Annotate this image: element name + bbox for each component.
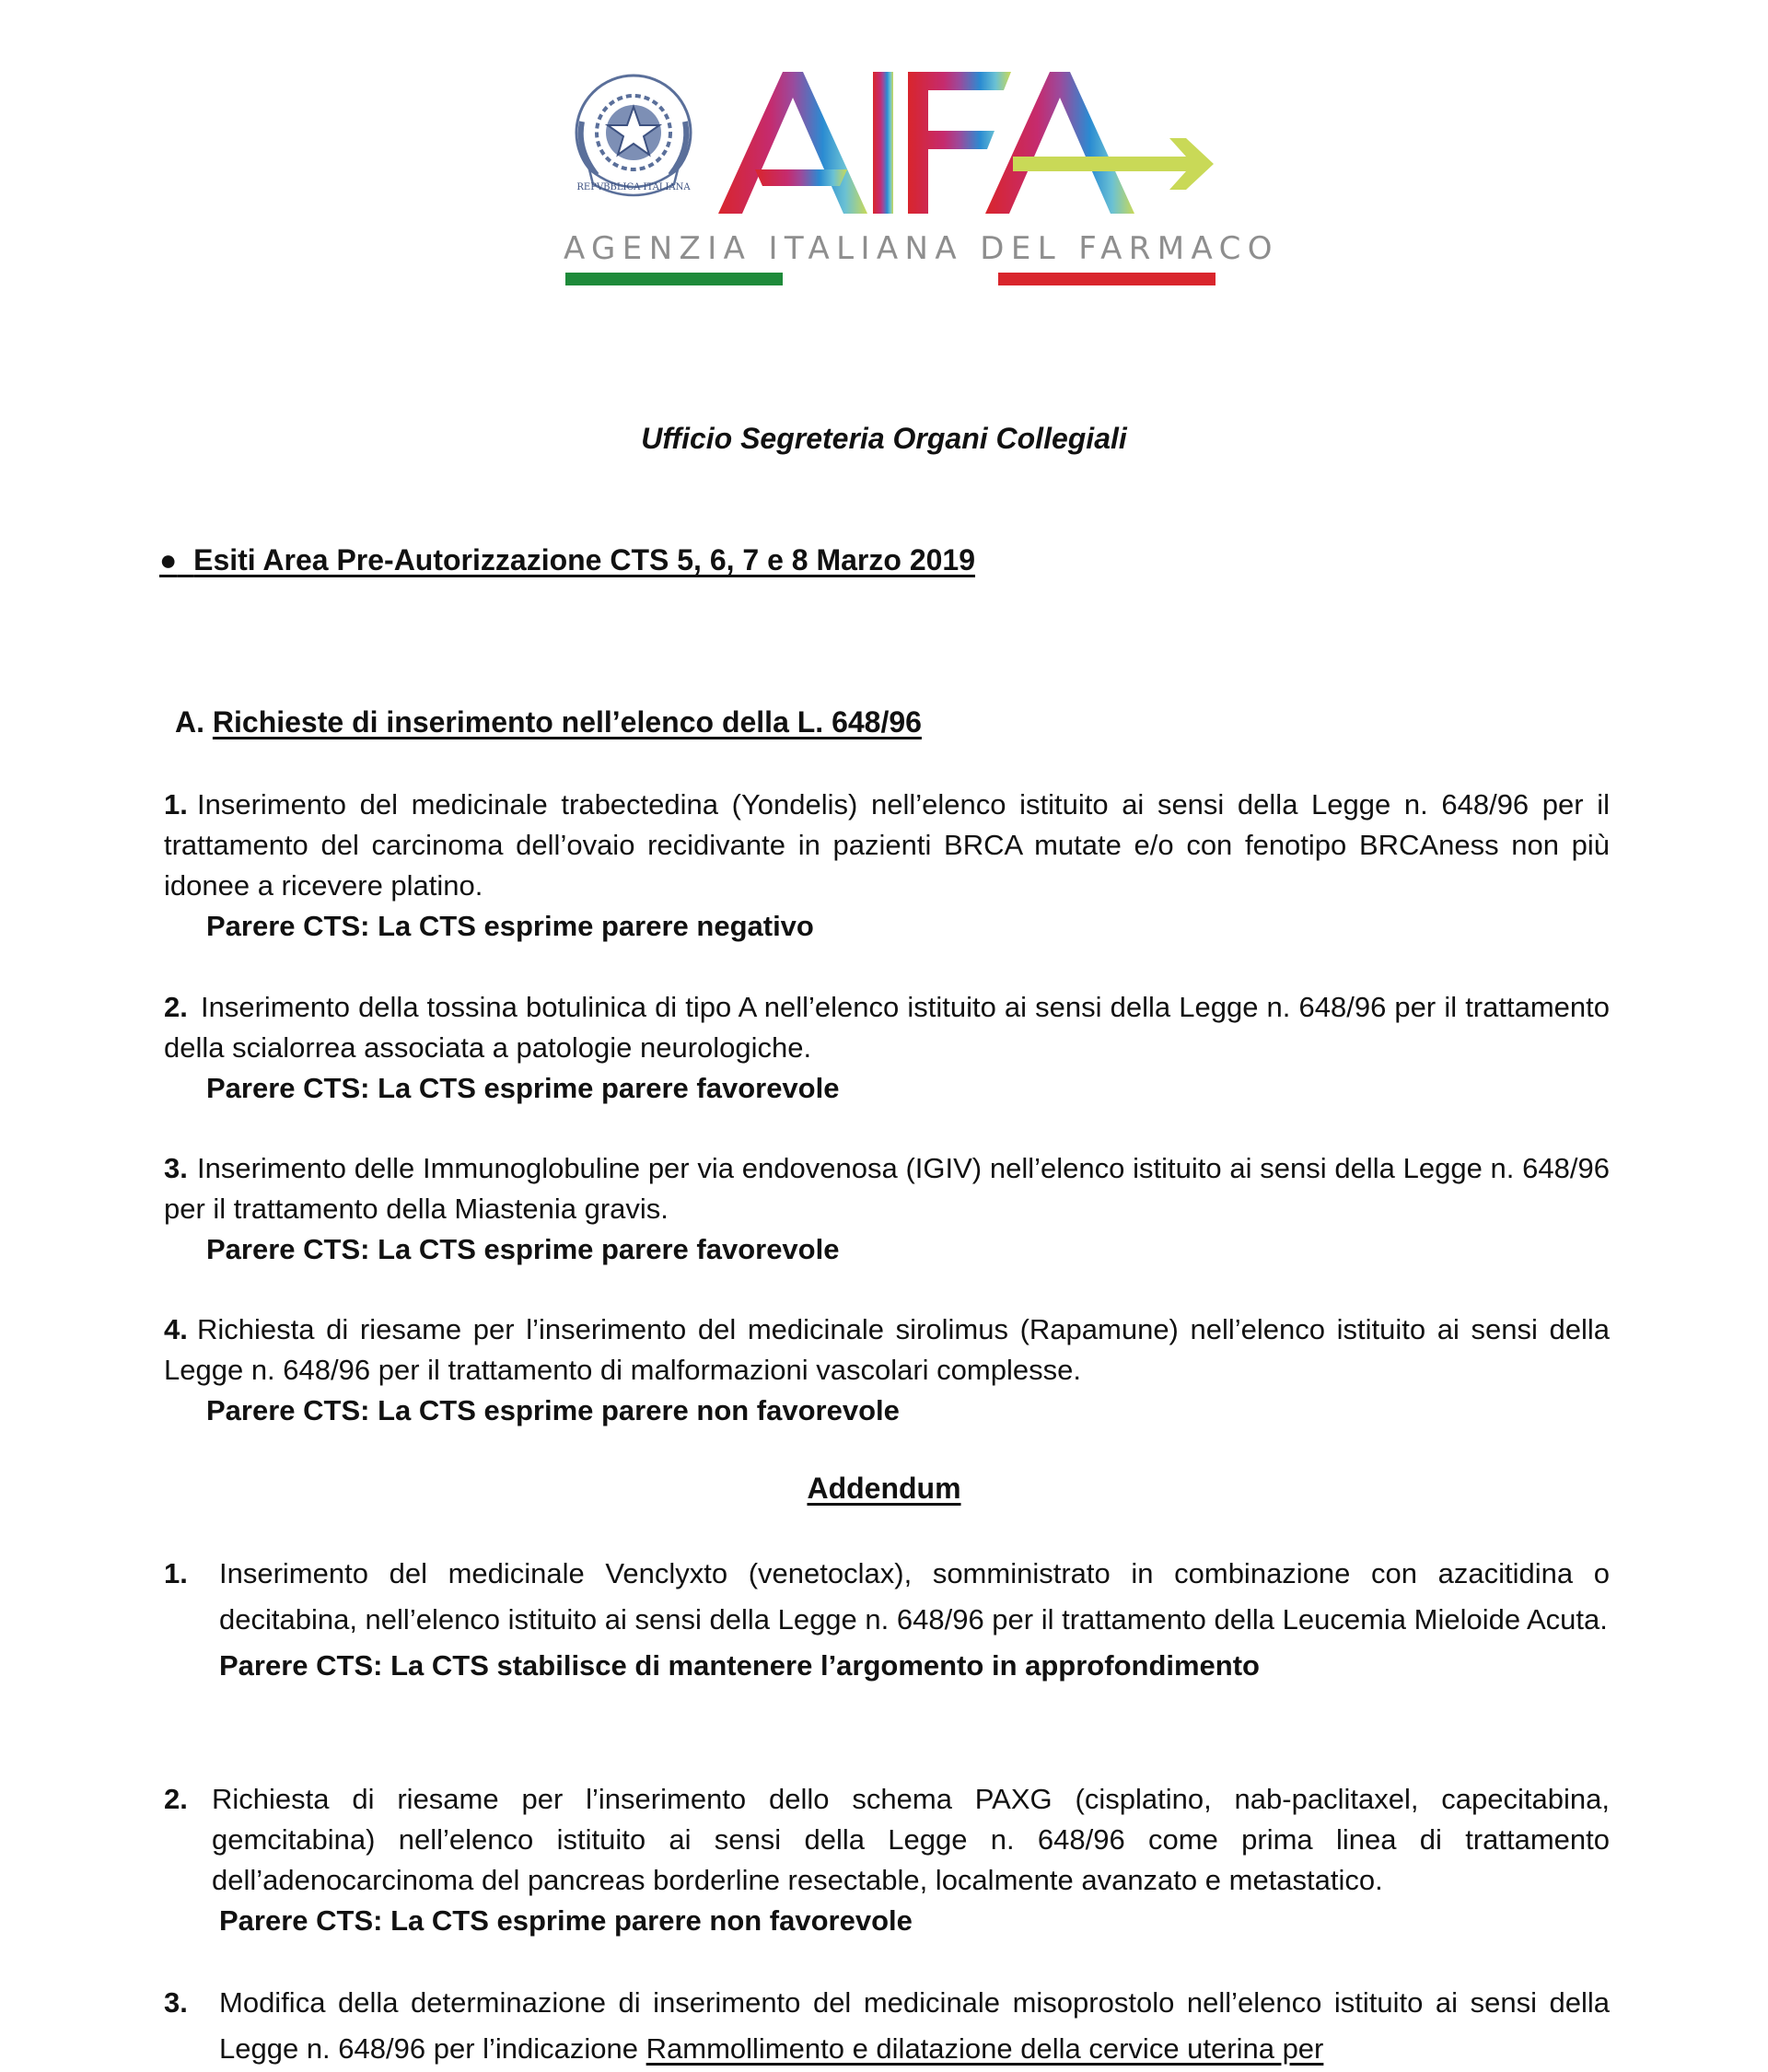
main-heading-text: Esiti Area Pre-Autorizzazione CTS 5, 6, 7 e 8 Marzo 2019: [193, 543, 975, 576]
item-verdict: Parere CTS: La CTS esprime parere favorevole: [206, 1233, 840, 1265]
item-text: Inserimento della tossina botulinica di tipo A nell’elenco istituito ai sensi della Legge n. 648/96 per il trattamento della scialorrea associata a patologie neurologiche.: [164, 991, 1610, 1064]
italian-republic-emblem-icon: [564, 66, 704, 206]
item-number: 2.: [164, 991, 188, 1023]
item-text: Inserimento del medicinale Venclyxto (venetoclax), somministrato in combinazione con azacitidina o decitabina, nell’elenco istituito ai sensi della Legge n. 648/96 per il trattamento della Leucemia Mieloide Acuta.: [219, 1557, 1610, 1635]
list-item-a2: [164, 987, 1610, 1109]
item-number: 3.: [164, 1152, 188, 1184]
addendum-item-3: [164, 1980, 1610, 2072]
section-a-title: Richieste di inserimento nell’elenco della L. 648/96: [212, 705, 922, 739]
item-number: 2.: [164, 1783, 188, 1815]
list-item-a4: [164, 1310, 1610, 1431]
item-number: 3.: [164, 1986, 188, 2019]
item-text: [219, 1980, 1610, 2072]
aifa-logo: [564, 61, 1279, 300]
office-title: Ufficio Segreteria Organi Collegiali: [641, 422, 1127, 455]
section-a-heading: [175, 705, 922, 739]
svg-text:REPVBBLICA ITALIANA: REPVBBLICA ITALIANA: [576, 182, 691, 192]
item-verdict: Parere CTS: La CTS esprime parere non favorevole: [206, 1394, 900, 1426]
item-text-prefix: Modifica della determinazione di inserimento del medicinale misoprostolo nell’elenco istituito ai sensi della Legge n. 648/96 per l’indicazione: [219, 1986, 1610, 2065]
item-verdict: Parere CTS: La CTS esprime parere favorevole: [206, 1072, 840, 1104]
item-verdict: Parere CTS: La CTS stabilisce di mantenere l’argomento in approfondimento: [219, 1649, 1260, 1682]
item-number: 1.: [164, 1557, 188, 1589]
list-item-a1: [164, 785, 1610, 947]
main-heading: [159, 543, 975, 577]
addendum-title: Addendum: [807, 1472, 961, 1505]
item-verdict: Parere CTS: La CTS esprime parere non favorevole: [219, 1904, 913, 1937]
addendum-item-2: [164, 1779, 1610, 1941]
logo-subtitle: AGENZIA ITALIANA DEL FARMACO: [564, 230, 1279, 267]
item-number: 1.: [164, 788, 188, 821]
list-item-a3: [164, 1148, 1610, 1270]
item-number: 4.: [164, 1313, 188, 1345]
item-text: Inserimento delle Immunoglobuline per via endovenosa (IGIV) nell’elenco istituito ai sensi della Legge n. 648/96 per il trattamento della Miastenia gravis.: [164, 1152, 1610, 1225]
flag-green-bar: [565, 273, 783, 285]
flag-red-bar: [998, 273, 1216, 285]
section-a-letter: A.: [175, 705, 204, 739]
addendum-item-1: [164, 1551, 1610, 1689]
bullet-icon: ●: [159, 543, 178, 576]
aifa-wordmark-icon: [718, 68, 1216, 220]
item-text: Richiesta di riesame per l’inserimento dello schema PAXG (cisplatino, nab-paclitaxel, capecitabina, gemcitabina) nell’elenco istituito ai sensi della Legge n. 648/96 come prima linea di trattamento dell’adenocarcinoma del pancreas borderline resectable, localmente avanzato e metastatico.: [212, 1783, 1610, 1896]
item-verdict: Parere CTS: La CTS esprime parere negativo: [206, 910, 814, 942]
item-text: Inserimento del medicinale trabectedina (Yondelis) nell’elenco istituito ai sensi della Legge n. 648/96 per il trattamento del carcinoma dell’ovaio recidivante in pazienti BRCA mutate e/o con fenotipo BRCAness non più idonee a ricevere platino.: [164, 788, 1610, 902]
item-text-underlined: Rammollimento e dilatazione della cervice uterina per: [646, 2032, 1324, 2065]
item-text: Richiesta di riesame per l’inserimento del medicinale sirolimus (Rapamune) nell’elenco istituito ai sensi della Legge n. 648/96 per il trattamento di malformazioni vascolari complesse.: [164, 1313, 1610, 1386]
